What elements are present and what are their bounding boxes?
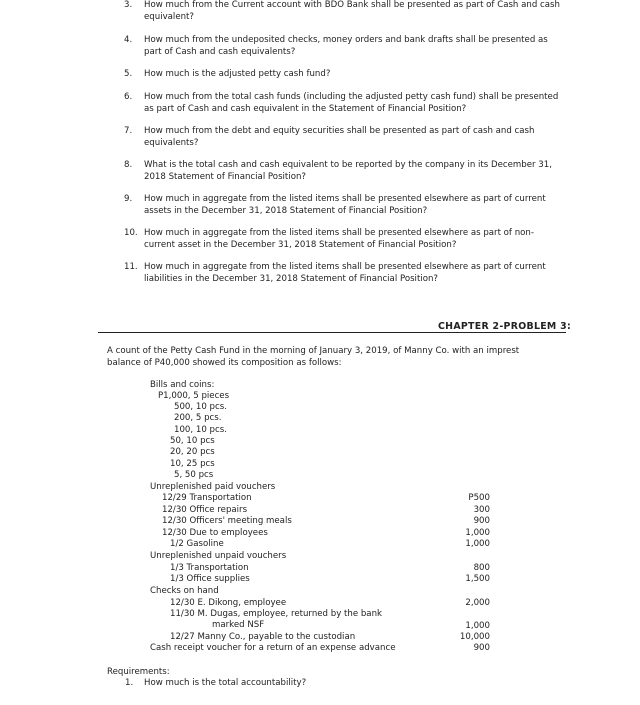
question-text: How much from the undeposited checks, money orders and bank drafts shall be presented as part of Cash and cash equivalents? — [144, 35, 548, 57]
composition-label: 12/27 Manny Co., payable to the custodian — [170, 632, 356, 642]
composition-amount: 1,000 — [465, 539, 490, 549]
composition-amount: 800 — [473, 563, 490, 573]
composition-label: 12/30 E. Dikong, employee — [170, 598, 287, 608]
question-text: How much in aggregate from the listed items shall be presented elsewhere as part of current assets in the December 31, 2018 Statement of Financial Position? — [144, 194, 546, 216]
section-divider — [98, 332, 566, 333]
requirements-label: Requirements: — [107, 667, 170, 677]
composition-amount: P500 — [468, 493, 490, 503]
composition-amount: 1,000 — [465, 528, 490, 538]
question-number: 7. — [124, 126, 133, 136]
question-text: How much from the debt and equity securities shall be presented as part of cash and cash equivalents? — [144, 126, 535, 148]
question-number: 6. — [124, 92, 133, 102]
question-number: 3. — [124, 0, 133, 10]
composition-label: 12/29 Transportation — [162, 493, 252, 503]
question-number: 8. — [124, 160, 133, 170]
question-text: How much from the Current account with BDO Bank shall be presented as part of Cash and cash equivalent? — [144, 0, 560, 22]
composition-label: P1,000, 5 pieces — [158, 391, 230, 401]
question-number: 10. — [124, 228, 138, 238]
composition-amount: 2,000 — [465, 598, 490, 608]
composition-label: 1/2 Gasoline — [170, 539, 224, 549]
problem-intro: A count of the Petty Cash Fund in the morning of January 3, 2019, of Manny Co. with an imprest balance of P40,000 showed its composition as follows: — [107, 346, 520, 368]
composition-label: 12/30 Office repairs — [162, 505, 248, 515]
composition-amount: 300 — [473, 505, 490, 515]
composition-label: 20, 20 pcs — [170, 447, 215, 457]
composition-label: 10, 25 pcs — [170, 459, 215, 469]
composition-amount: 1,000 — [465, 621, 490, 631]
question-text: What is the total cash and cash equivalent to be reported by the company in its December 31, 2018 Statement of Financial Position? — [144, 160, 552, 182]
composition-label: 12/30 Due to employees — [162, 528, 268, 538]
problem-title: CHAPTER 2-PROBLEM 3: — [438, 321, 571, 332]
composition-label: 11/30 M. Dugas, employee, returned by the bank — [170, 609, 382, 619]
composition-label: 50, 10 pcs — [170, 436, 215, 446]
question-text: How much in aggregate from the listed items shall be presented elsewhere as part of non-current asset in the December 31, 2018 Statement of Financial Position? — [144, 228, 534, 250]
question-text: How much in aggregate from the listed items shall be presented elsewhere as part of current liabilities in the December 31, 2018 Statement of Financial Position? — [144, 262, 546, 284]
composition-label: 100, 10 pcs. — [174, 425, 227, 435]
composition-label: 200, 5 pcs. — [174, 413, 222, 423]
composition-label: 1/3 Transportation — [170, 563, 249, 573]
composition-label: 1/3 Office supplies — [170, 574, 250, 584]
question-text: How much from the total cash funds (including the adjusted petty cash fund) shall be presented as part of Cash and cash equivalent in the Statement of Financial Position? — [144, 92, 559, 114]
question-text: How much is the adjusted petty cash fund? — [144, 69, 331, 79]
composition-label: Unreplenished unpaid vouchers — [150, 551, 287, 561]
composition-amount: 10,000 — [459, 632, 490, 642]
composition-label: Checks on hand — [150, 586, 219, 596]
question-number: 9. — [124, 194, 133, 204]
question-number: 5. — [124, 69, 133, 79]
composition-amount: 1,500 — [465, 574, 490, 584]
requirement-number: 1. — [125, 678, 134, 688]
composition-label: marked NSF — [212, 620, 265, 630]
question-number: 11. — [124, 262, 138, 272]
composition-label: Cash receipt voucher for a return of an expense advance — [150, 643, 396, 653]
question-number: 4. — [124, 35, 133, 45]
composition-label: 500, 10 pcs. — [174, 402, 227, 412]
composition-label: 5, 50 pcs — [174, 470, 214, 480]
composition-label: Unreplenished paid vouchers — [150, 482, 276, 492]
requirement-text: How much is the total accountability? — [144, 678, 307, 688]
composition-label: 12/30 Officers' meeting meals — [162, 516, 292, 526]
composition-amount: 900 — [473, 516, 490, 526]
composition-amount: 900 — [473, 643, 490, 653]
composition-label: Bills and coins: — [150, 380, 215, 390]
